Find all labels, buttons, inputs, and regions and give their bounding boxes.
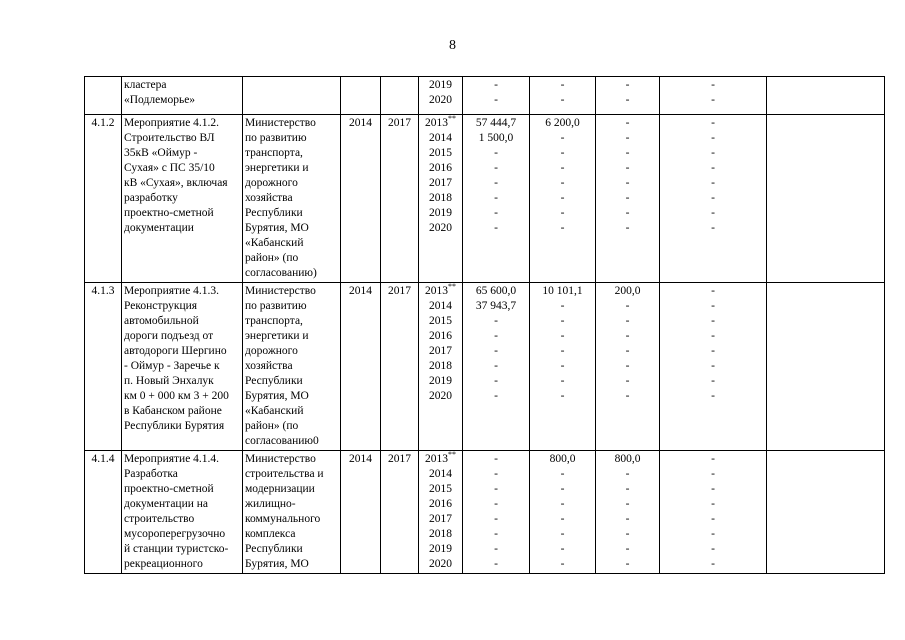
end-year-cell-text: 2017	[388, 453, 411, 465]
funding-col-3-line: -	[625, 117, 630, 129]
funding-col-1-line: -	[494, 513, 498, 525]
funding-col-2-line: 800,0	[549, 453, 576, 465]
funding-col-1-line: -	[494, 498, 498, 510]
program-table	[84, 76, 885, 574]
funding-col-3-line: -	[625, 94, 630, 106]
start-year-cell	[341, 115, 381, 283]
executor-cell-line: коммунального	[245, 513, 321, 525]
years-cell-line: 2019	[429, 79, 452, 91]
funding-col-2-line: -	[560, 300, 565, 312]
funding-col-4-line: -	[711, 453, 715, 465]
years-cell-line: 2014	[429, 132, 452, 144]
funding-col-4-line: -	[711, 498, 715, 510]
funding-col-3-line: -	[625, 513, 630, 525]
funding-col-4-line: -	[711, 483, 715, 495]
years-cell-line: 2016	[429, 162, 452, 174]
funding-col-3-line: -	[625, 558, 630, 570]
event-cell-line: автомобильной	[124, 315, 199, 327]
row-number	[85, 77, 122, 115]
funding-col-4-line: -	[711, 345, 715, 357]
years-cell-line: 2016	[429, 330, 452, 342]
years-cell-line: 2014	[429, 300, 452, 312]
funding-col-4-line: -	[711, 558, 715, 570]
executor-cell	[243, 451, 341, 574]
notes-cell	[767, 283, 885, 451]
funding-col-2	[530, 451, 596, 574]
funding-col-1-line: -	[494, 222, 498, 234]
event-cell-line: й станции туристско-	[124, 543, 229, 555]
funding-col-1	[463, 451, 530, 574]
row-number	[85, 283, 122, 451]
funding-col-2-line: -	[560, 483, 565, 495]
executor-cell-line: транспорта,	[245, 147, 303, 159]
year-footnote-mark: **	[448, 450, 456, 460]
funding-col-2-line: -	[560, 498, 565, 510]
funding-col-2-line: -	[560, 192, 565, 204]
funding-col-2-line: -	[560, 543, 565, 555]
funding-col-1-line: -	[494, 468, 498, 480]
years-cell-line: 2016	[429, 498, 452, 510]
end-year-cell	[381, 77, 419, 115]
funding-col-1-line: -	[494, 147, 498, 159]
funding-col-1-line: -	[494, 192, 498, 204]
event-cell-line: 35кВ «Оймур -	[124, 147, 198, 159]
event-cell-line: проектно-сметной	[124, 483, 214, 495]
executor-cell-line: по развитию	[245, 132, 307, 144]
event-cell-line: документации	[124, 222, 194, 234]
table-row	[85, 283, 885, 451]
event-cell-line: Республики Бурятия	[124, 420, 225, 432]
years-cell-line: 2018	[429, 192, 452, 204]
row-number-text: 4.1.4	[91, 453, 115, 465]
funding-col-1-line: 57 444,7	[475, 117, 517, 129]
funding-col-2	[530, 283, 596, 451]
funding-col-1-line: -	[494, 528, 498, 540]
funding-col-3-line: -	[625, 528, 630, 540]
funding-col-4-line: -	[711, 315, 715, 327]
funding-col-3-line: -	[625, 79, 630, 91]
executor-cell-line: «Кабанский	[245, 237, 304, 249]
funding-col-2-line: -	[560, 345, 565, 357]
funding-col-4-line: -	[711, 222, 715, 234]
executor-cell-line: Министерство	[245, 285, 316, 297]
executor-cell-line: Республики	[245, 207, 303, 219]
funding-col-1-line: -	[494, 375, 498, 387]
years-cell	[419, 451, 463, 574]
funding-col-1-line: -	[494, 360, 498, 372]
funding-col-3-line: -	[625, 345, 630, 357]
funding-col-2-line: -	[560, 468, 565, 480]
funding-col-4-line: -	[711, 162, 715, 174]
years-cell	[419, 283, 463, 451]
years-cell-line: 2018	[429, 528, 452, 540]
funding-col-2-line: -	[560, 132, 565, 144]
funding-col-2-line: -	[560, 207, 565, 219]
funding-col-3-line: -	[625, 192, 630, 204]
funding-col-3	[596, 77, 660, 115]
funding-col-3-line: -	[625, 207, 630, 219]
start-year-cell	[341, 451, 381, 574]
executor-cell-line: Министерство	[245, 117, 316, 129]
funding-col-4-line: -	[711, 528, 715, 540]
funding-col-4-line: -	[711, 94, 715, 106]
funding-col-4-line: -	[711, 300, 715, 312]
end-year-cell-text: 2017	[388, 285, 411, 297]
event-cell-line: рекреационного	[124, 558, 203, 570]
funding-col-2-line: -	[560, 375, 565, 387]
funding-col-1-line: -	[494, 207, 498, 219]
executor-cell-line: дорожного	[245, 177, 298, 189]
funding-col-4-line: -	[711, 207, 715, 219]
funding-col-3-line: 800,0	[614, 453, 641, 465]
funding-col-1-line: -	[494, 94, 498, 106]
event-cell-line: в Кабанском районе	[124, 405, 222, 417]
funding-col-3-line: -	[625, 390, 630, 402]
years-cell-line: 2015	[429, 315, 452, 327]
funding-col-1-line: -	[494, 543, 498, 555]
years-cell	[419, 115, 463, 283]
end-year-cell	[381, 283, 419, 451]
funding-col-2-line: -	[560, 390, 565, 402]
years-cell-line: 2020	[429, 558, 452, 570]
years-cell-line: 2017	[429, 345, 452, 357]
event-cell-line: - Оймур - Заречье к	[124, 360, 220, 372]
funding-col-1-line: -	[494, 79, 498, 91]
funding-col-1-line: 37 943,7	[475, 300, 517, 312]
funding-col-2-line: -	[560, 177, 565, 189]
executor-cell-line: согласованию)	[245, 267, 317, 279]
event-cell-line: Строительство ВЛ	[124, 132, 215, 144]
funding-col-1-line: -	[494, 330, 498, 342]
table-row	[85, 115, 885, 283]
funding-col-3-line: -	[625, 375, 630, 387]
funding-col-2-line: -	[560, 315, 565, 327]
event-cell-line: разработку	[124, 192, 178, 204]
years-cell-line: 2019	[429, 375, 452, 387]
executor-cell-line: строительства и	[245, 468, 324, 480]
row-number-text: 4.1.3	[91, 285, 115, 297]
event-cell	[122, 283, 243, 451]
notes-cell	[767, 77, 885, 115]
executor-cell-line: хозяйства	[245, 192, 293, 204]
row-number	[85, 115, 122, 283]
executor-cell-line: комплекса	[245, 528, 296, 540]
funding-col-4	[660, 283, 767, 451]
funding-col-1	[463, 77, 530, 115]
years-cell-line: 2020	[429, 390, 452, 402]
years-cell-line: 2015	[429, 147, 452, 159]
event-cell-line: дороги подъезд от	[124, 330, 214, 342]
funding-col-3-line: -	[625, 300, 630, 312]
funding-col-4-line: -	[711, 117, 715, 129]
event-cell-line: автодороги Шергино	[124, 345, 227, 357]
funding-col-4-line: -	[711, 192, 715, 204]
funding-col-1-line: -	[494, 162, 498, 174]
years-cell	[419, 77, 463, 115]
event-cell-line: «Подлеморье»	[124, 94, 196, 106]
event-cell-line: Мероприятие 4.1.4.	[124, 453, 220, 465]
funding-col-1-line: -	[494, 390, 498, 402]
funding-col-4	[660, 451, 767, 574]
funding-col-1-line: -	[494, 345, 498, 357]
executor-cell-line: хозяйства	[245, 360, 293, 372]
start-year-cell	[341, 283, 381, 451]
end-year-cell	[381, 451, 419, 574]
funding-col-3	[596, 115, 660, 283]
funding-col-2-line: 6 200,0	[545, 117, 580, 129]
executor-cell	[243, 115, 341, 283]
executor-cell	[243, 77, 341, 115]
event-cell-line: строительство	[124, 513, 195, 525]
funding-col-4-line: -	[711, 330, 715, 342]
executor-cell-line: Бурятия, МО	[245, 222, 309, 234]
executor-cell-line: жилищно-	[245, 498, 296, 510]
notes-cell	[767, 115, 885, 283]
funding-col-3	[596, 451, 660, 574]
funding-col-2-line: -	[560, 147, 565, 159]
executor-cell-line: Республики	[245, 375, 303, 387]
row-number	[85, 451, 122, 574]
event-cell-line: Сухая» с ПС 35/10	[124, 162, 215, 174]
event-cell-line: проектно-сметной	[124, 207, 214, 219]
event-cell-line: Реконструкция	[124, 300, 198, 312]
years-cell-line: 2020	[429, 94, 452, 106]
years-cell-line: 2015	[429, 483, 452, 495]
funding-col-4-line: -	[711, 285, 715, 297]
executor-cell	[243, 283, 341, 451]
funding-col-1-line: 65 600,0	[475, 285, 517, 297]
year-footnote-mark: **	[448, 114, 456, 124]
executor-cell-line: дорожного	[245, 345, 298, 357]
funding-col-3-line: -	[625, 132, 630, 144]
table-row	[85, 451, 885, 574]
executor-cell-line: транспорта,	[245, 315, 303, 327]
funding-col-4-line: -	[711, 375, 715, 387]
funding-col-2	[530, 115, 596, 283]
executor-cell-line: Республики	[245, 543, 303, 555]
funding-col-2-line: -	[560, 79, 565, 91]
executor-cell-line: «Кабанский	[245, 405, 304, 417]
table-row	[85, 77, 885, 115]
funding-col-4-line: -	[711, 390, 715, 402]
funding-col-3-line: -	[625, 147, 630, 159]
start-year-cell-text: 2014	[349, 453, 372, 465]
row-number-text: 4.1.2	[91, 117, 115, 129]
years-cell-line: 2013**	[425, 450, 456, 465]
funding-col-3-line: -	[625, 468, 630, 480]
event-cell-line: км 0 + 000 км 3 + 200	[124, 390, 229, 402]
funding-col-1-line: -	[494, 315, 498, 327]
funding-col-4-line: -	[711, 79, 715, 91]
funding-col-3-line: -	[625, 162, 630, 174]
event-cell	[122, 77, 243, 115]
years-cell-line: 2013**	[425, 282, 456, 297]
event-cell	[122, 451, 243, 574]
funding-col-3-line: -	[625, 177, 630, 189]
funding-col-1-line: -	[494, 453, 498, 465]
years-cell-line: 2019	[429, 207, 452, 219]
years-cell-line: 2020	[429, 222, 452, 234]
funding-col-4	[660, 77, 767, 115]
funding-col-2	[530, 77, 596, 115]
executor-cell-line: Бурятия, МО	[245, 390, 309, 402]
funding-col-4-line: -	[711, 177, 715, 189]
funding-col-1-line: -	[494, 483, 498, 495]
end-year-cell-text: 2017	[388, 117, 411, 129]
event-cell-line: Разработка	[124, 468, 178, 480]
funding-col-4-line: -	[711, 468, 715, 480]
years-cell-line: 2013**	[425, 114, 456, 129]
funding-col-4	[660, 115, 767, 283]
funding-col-1-line: 1 500,0	[478, 132, 514, 144]
start-year-cell-text: 2014	[349, 117, 372, 129]
funding-col-2-line: -	[560, 528, 565, 540]
funding-col-3-line: -	[625, 498, 630, 510]
years-cell-line: 2018	[429, 360, 452, 372]
years-cell-line: 2014	[429, 468, 452, 480]
executor-cell-line: по развитию	[245, 300, 307, 312]
notes-cell	[767, 451, 885, 574]
executor-cell-line: Министерство	[245, 453, 316, 465]
funding-col-2-line: -	[560, 94, 565, 106]
funding-col-2-line: -	[560, 330, 565, 342]
funding-col-3-line: 200,0	[614, 285, 641, 297]
funding-col-4-line: -	[711, 513, 715, 525]
funding-col-3-line: -	[625, 360, 630, 372]
event-cell-line: кластера	[124, 79, 167, 91]
years-cell-line: 2017	[429, 177, 452, 189]
executor-cell-line: энергетики и	[245, 162, 309, 174]
page-number: 8	[449, 38, 456, 53]
funding-col-1-line: -	[494, 177, 498, 189]
event-cell-line: кВ «Сухая», включая	[124, 177, 228, 189]
event-cell-line: мусороперегрузочно	[124, 528, 226, 540]
executor-cell-line: модернизации	[245, 483, 315, 495]
funding-col-2-line: -	[560, 513, 565, 525]
event-cell-line: Мероприятие 4.1.2.	[124, 117, 220, 129]
years-cell-line: 2017	[429, 513, 452, 525]
funding-col-2-line: -	[560, 162, 565, 174]
executor-cell-line: район» (по	[245, 252, 299, 264]
executor-cell-line: район» (по	[245, 420, 299, 432]
event-cell-line: Мероприятие 4.1.3.	[124, 285, 220, 297]
funding-col-3-line: -	[625, 483, 630, 495]
event-cell-line: документации на	[124, 498, 209, 510]
funding-col-2-line: -	[560, 558, 565, 570]
funding-col-4-line: -	[711, 147, 715, 159]
funding-col-3	[596, 283, 660, 451]
funding-col-3-line: -	[625, 315, 630, 327]
funding-col-1	[463, 115, 530, 283]
funding-col-3-line: -	[625, 222, 630, 234]
funding-col-3-line: -	[625, 330, 630, 342]
funding-col-4-line: -	[711, 132, 715, 144]
funding-col-4-line: -	[711, 543, 715, 555]
start-year-cell-text: 2014	[349, 285, 372, 297]
funding-col-4-line: -	[711, 360, 715, 372]
end-year-cell	[381, 115, 419, 283]
funding-col-2-line: 10 101,1	[542, 285, 583, 297]
funding-col-3-line: -	[625, 543, 630, 555]
year-footnote-mark: **	[448, 282, 456, 292]
funding-col-1	[463, 283, 530, 451]
funding-col-2-line: -	[560, 222, 565, 234]
event-cell	[122, 115, 243, 283]
executor-cell-line: энергетики и	[245, 330, 309, 342]
executor-cell-line: Бурятия, МО	[245, 558, 309, 570]
funding-col-1-line: -	[494, 558, 498, 570]
years-cell-line: 2019	[429, 543, 452, 555]
event-cell-line: п. Новый Энхалук	[124, 375, 214, 387]
funding-col-2-line: -	[560, 360, 565, 372]
executor-cell-line: согласованию0	[245, 435, 319, 447]
start-year-cell	[341, 77, 381, 115]
